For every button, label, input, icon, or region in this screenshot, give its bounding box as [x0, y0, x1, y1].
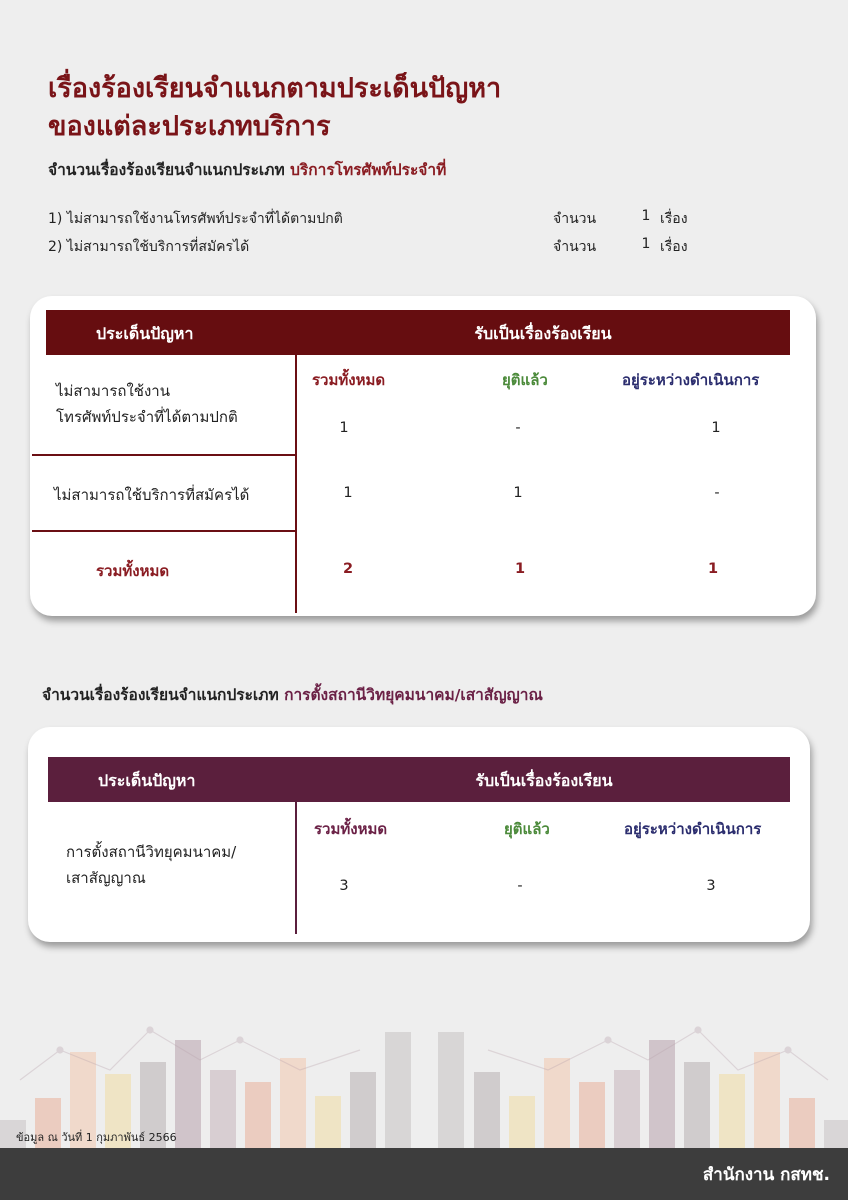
issue-list [48, 208, 728, 264]
section2-subtitle-type: การตั้งสถานีวิทยุคมนาคม/เสาสัญญาณ [284, 686, 543, 704]
footer-org-name: สำนักงาน กสทช. [702, 1165, 830, 1185]
col-header-pending: อยู่ระหว่างดำเนินการ [622, 371, 760, 389]
row-label-line2: เสาสัญญาณ [66, 869, 146, 887]
cell-pending: 1 [711, 420, 721, 436]
col-header-done: ยุติแล้ว [504, 820, 550, 838]
section1-subtitle-prefix: จำนวนเรื่องร้องเรียนจำแนกประเภท [48, 161, 285, 179]
sum-pending: 1 [707, 561, 719, 577]
list-item [48, 236, 728, 264]
page-title-line1: เรื่องร้องเรียนจำแนกตามประเด็นปัญหา [48, 73, 502, 104]
cell-done: - [517, 878, 523, 894]
section2-subtitle [42, 682, 543, 707]
col-header-pending: อยู่ระหว่างดำเนินการ [624, 820, 762, 838]
row-label [56, 378, 238, 430]
row-label-line1: การตั้งสถานีวิทยุคมนาคม/ [66, 843, 237, 861]
issue-unit: เรื่อง [660, 211, 688, 227]
column-divider [295, 355, 297, 613]
table-header [46, 310, 790, 355]
list-item [48, 208, 728, 236]
col-header-total: รวมทั้งหมด [314, 820, 388, 838]
header-issue: ประเด็นปัญหา [98, 771, 196, 790]
row-label-line1: ไม่สามารถใช้งาน [56, 382, 170, 400]
sum-done: 1 [514, 561, 526, 577]
page-title-line2: ของแต่ละประเภทบริการ [48, 111, 331, 142]
issue-text: 2) ไม่สามารถใช้บริการที่สมัครได้ [48, 239, 250, 255]
cell-pending: - [714, 485, 720, 501]
cell-total: 3 [339, 878, 349, 894]
section1-subtitle [48, 157, 446, 182]
table-card-radio-station [28, 727, 810, 942]
cell-done: - [515, 420, 521, 436]
issue-unit: เรื่อง [660, 239, 688, 255]
header-received: รับเป็นเรื่องร้องเรียน [475, 771, 613, 790]
issue-count-label: จำนวน [553, 211, 597, 227]
issue-count: 1 [641, 208, 651, 224]
issue-text: 1) ไม่สามารถใช้งานโทรศัพท์ประจำที่ได้ตามปกติ [48, 211, 343, 227]
header-received: รับเป็นเรื่องร้องเรียน [474, 324, 612, 343]
row-divider [32, 454, 296, 456]
decorative-bar-background [0, 990, 848, 1148]
section2-subtitle-prefix: จำนวนเรื่องร้องเรียนจำแนกประเภท [42, 686, 279, 704]
table-header [48, 757, 790, 802]
row-divider [32, 530, 296, 532]
footer-bar [0, 1148, 848, 1200]
page-title [48, 70, 501, 146]
row-label-line2: โทรศัพท์ประจำที่ได้ตามปกติ [56, 408, 238, 426]
col-header-done: ยุติแล้ว [502, 371, 548, 389]
cell-done: 1 [513, 485, 523, 501]
row-label: ไม่สามารถใช้บริการที่สมัครได้ [54, 486, 250, 504]
table-card-fixed-line [30, 296, 816, 616]
issue-count-label: จำนวน [553, 239, 597, 255]
source-note: ข้อมูล ณ วันที่ 1 กุมภาพันธ์ 2566 [16, 1131, 177, 1144]
row-label [66, 839, 236, 891]
cell-total: 1 [343, 485, 353, 501]
col-header-total: รวมทั้งหมด [312, 371, 386, 389]
cell-pending: 3 [706, 878, 716, 894]
issue-count: 1 [641, 236, 651, 252]
section1-subtitle-type: บริการโทรศัพท์ประจำที่ [290, 161, 447, 179]
cell-total: 1 [339, 420, 349, 436]
column-divider [295, 802, 297, 934]
sum-total: 2 [342, 561, 354, 577]
header-issue: ประเด็นปัญหา [96, 324, 194, 343]
sum-row-label: รวมทั้งหมด [96, 562, 170, 580]
